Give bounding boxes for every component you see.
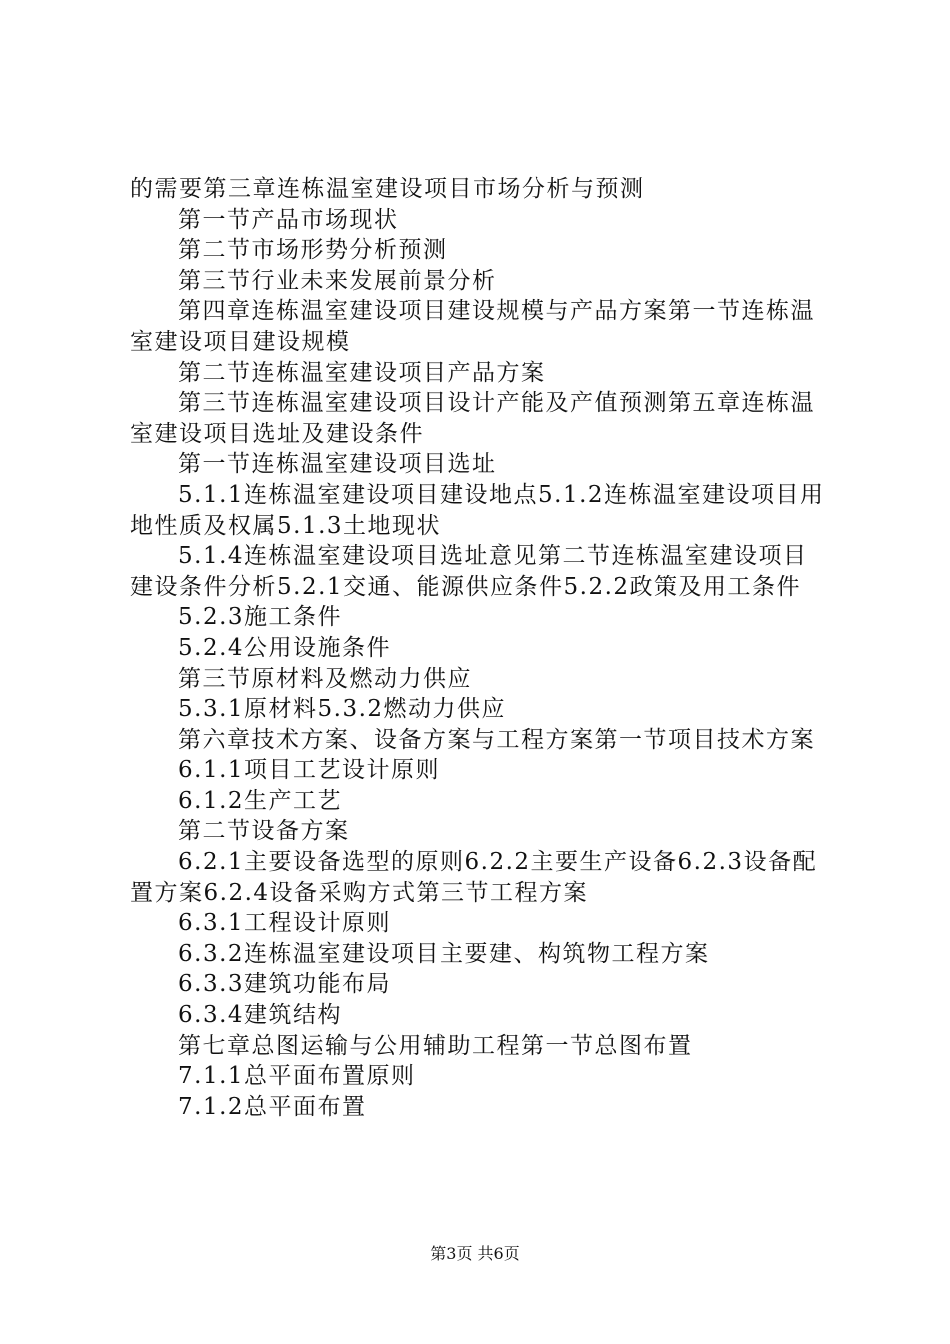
text-line: 5.3.1原材料5.3.2燃动力供应 (178, 696, 507, 723)
text-line: 6.3.1工程设计原则 (178, 910, 392, 937)
text-line: 第四章连栋温室建设项目建设规模与产品方案第一节连栋温室建设项目建设规模 (130, 298, 815, 355)
text-line: 第三节连栋温室建设项目设计产能及产值预测第五章连栋温室建设项目选址及建设条件 (130, 390, 815, 447)
text-line: 5.2.4公用设施条件 (178, 634, 392, 661)
document-body (130, 174, 832, 1122)
text-line: 7.1.1总平面布置原则 (178, 1063, 416, 1090)
text-line: 第二节连栋温室建设项目产品方案 (178, 359, 546, 386)
text-line: 第六章技术方案、设备方案与工程方案第一节项目技术方案 (178, 726, 815, 753)
text-line: 6.1.1项目工艺设计原则 (178, 757, 441, 784)
text-line: 第二节市场形势分析预测 (178, 237, 448, 264)
text-line: 6.3.3建筑功能布局 (178, 971, 392, 998)
text-line: 第一节连栋温室建设项目选址 (178, 451, 497, 478)
text-line: 5.1.4连栋温室建设项目选址意见第二节连栋温室建设项目建设条件分析5.2.1交通、能源供应条件5.2.2政策及用工条件 (130, 543, 808, 600)
text-line: 7.1.2总平面布置 (178, 1093, 367, 1120)
text-line: 6.2.1主要设备选型的原则6.2.2主要生产设备6.2.3设备配置方案6.2.4设备采购方式第三节工程方案 (130, 849, 818, 906)
text-line: 第三节原材料及燃动力供应 (178, 665, 472, 692)
text-line: 5.1.1连栋温室建设项目建设地点5.1.2连栋温室建设项目用地性质及权属5.1.3土地现状 (130, 481, 825, 539)
text-line: 第二节设备方案 (178, 818, 350, 845)
text-line: 第七章总图运输与公用辅助工程第一节总图布置 (178, 1032, 693, 1059)
text-line: 5.2.3施工条件 (178, 604, 343, 631)
text-line: 的需要第三章连栋温室建设项目市场分析与预测 (130, 176, 645, 202)
page-number-footer: 第3页 共6页 (430, 1244, 520, 1263)
text-line: 6.3.2连栋温室建设项目主要建、构筑物工程方案 (178, 940, 710, 967)
text-line: 第三节行业未来发展前景分析 (178, 267, 497, 294)
text-line: 6.3.4建筑结构 (178, 1002, 343, 1029)
text-line: 6.1.2生产工艺 (178, 787, 343, 814)
text-line: 第一节产品市场现状 (178, 206, 399, 233)
